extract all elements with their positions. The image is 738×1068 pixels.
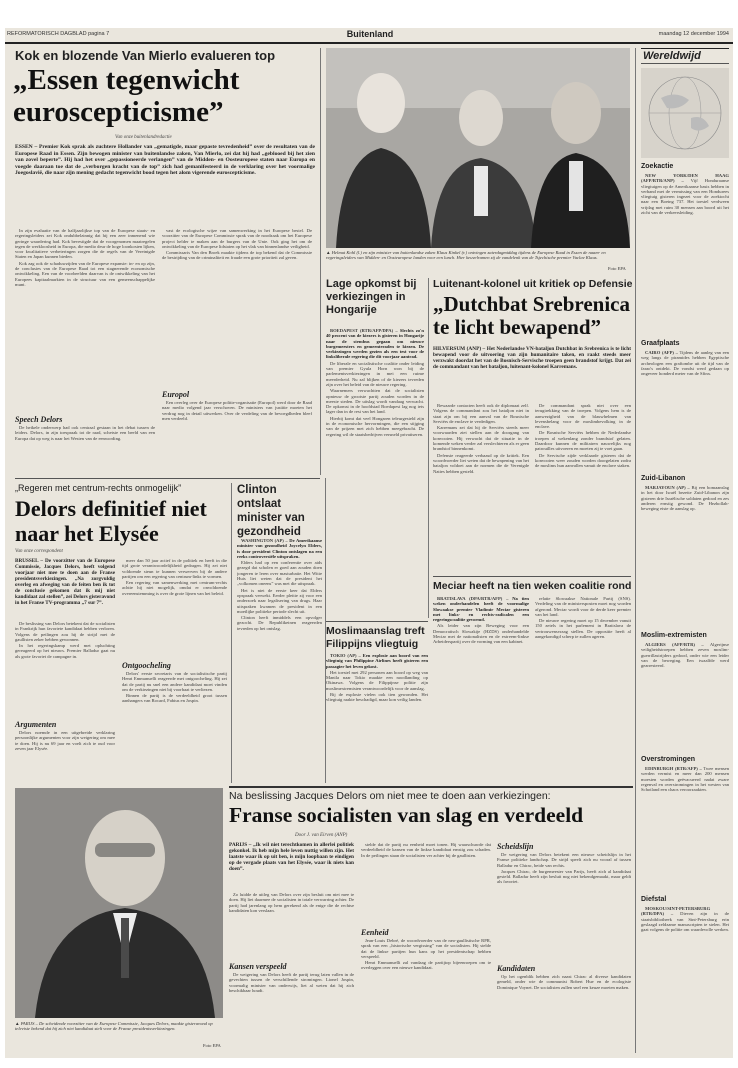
- col-rule-sidebar: [635, 48, 636, 1053]
- sidebar-item-0-text: Vijf Honduraanse vliegtuigen op de Amerikaanse basis hebben in verband met de vermissing van een Hondurees vliegtuig gisteren ingezet voor de zoektocht naar een Boeing 737. Het toestel verdween vrijdag met ruim 30 mensen aan boord uit het zicht van de verkeersleiding.: [641, 178, 729, 216]
- sidebar-item-3-body: [641, 642, 729, 752]
- a4-body-col1b: Delors noemde in een uitgebreide verklaring persoonlijke argumenten voor zijn weigering om mee te doen. Hij is nu 69 jaar en voelt zich te oud voor zeven jaar Elysée.: [15, 730, 115, 751]
- a5-headline: Clinton ontslaat minister van gezondheid: [237, 484, 305, 538]
- a3-headline: Luitenant-kolonel uit kritiek op Defensie: [433, 278, 633, 290]
- photo1-credit: Foto EPA: [608, 266, 626, 271]
- a7-body-col2: relatie Slowaakse Nationale Partij (SNS). Verdeling van de ministersposten moet nog worden afgerond. Meciar wordt voor de derde keer premier van het land. De nieuwe regering moet op 15 december vanuit 150 zetels in het parlement in Bratislava de vertrouwensvraag stellen. De oppositie heeft al aangekondigd scherp te zullen ageren.: [535, 596, 631, 640]
- a7-body-col1: BRATISLAVA (DPA/RTR/AFP) – Na tien weken onderhandelen heeft de voormalige Slowaakse premier Vladimir Meciar gisteren met links- en rechts-radicalen een regeringscoalitie gevormd. Als leider van zijn Beweging voor een Democratisch Slowakije (HZDS) onderhandelde Meciar met de nationalisten en de extreem-linkse Arbeiderspartij over de vorming van een kabinet.: [433, 596, 529, 645]
- a1-body-col3: [230, 186, 315, 187]
- a1-lead: ESSEN – Premier Kok sprak als zuchtere Hollander van „gematigde, maar gepaste tevredenheid” over de resultaten van de Europese Raad in Essen. Zijn bewogen minister van buitenlandse zaken, Van Mierlo, zei dat hij had „geblooed bij het zien van zovel beperte”. Hij had het over „gepassioneerde verlangen” van de Midden- en Oosteuropese staten naar Europa en voegde daaraan toe dat de „verborgen kracht van de top” zich had gemanifesteerd in de verklaring over het voormalige Joegoslavië, die naar zijn mening gedacht tegenwicht bood tegen het alom vigerende euroscepticisme.: [15, 144, 315, 176]
- sidebar-item-3-dateline: ALGIERS (AFP/RTR) –: [645, 642, 704, 647]
- a1-kicker: Kok en blozende Van Mierlo evalueren top: [15, 48, 276, 63]
- wereldwijd-title: Wereldwijd: [643, 50, 701, 62]
- a1-subhead-europol: Europol: [162, 390, 190, 399]
- photo2-caption: ▲ PARIJS – De scheidende voorzitter van de Europese Commissie, Jacques Delors, maakte gisteravond op televisie bekend dat hij zich niet kandidaat stelt voor de Franse presidentsverkiezingen.: [15, 1021, 213, 1032]
- a8-kicker: Na beslissing Jacques Delors om niet mee te doen aan verkiezingen:: [229, 790, 551, 802]
- a4-headline: Delors definitief niet naar het Elysée: [15, 496, 207, 546]
- sidebar-item-5-dateline: MOSKOU/SINT-PETERSBURG (RTR/DPA) –: [641, 906, 711, 917]
- a8-body-col2b: Jean-Louis Debré, de woordvoerder van de neo-gaullistische RPR, sprak van een „historische vergissing” van de socialisten. Hij stelde dat de linkse partijen hun kans op het presidentschap hebben verspeeld. Henri Emmanuelli zal vandaag de partijtop bijeenroepen om te overleggen over een nieuwe kandidaat.: [361, 938, 491, 971]
- sidebar-item-0-head: Zoekactie: [641, 163, 674, 170]
- masthead-date: maandag 12 december 1994: [658, 31, 729, 37]
- a7-dateline: BRATISLAVA (DPA/RTR/AFP) –: [437, 596, 509, 601]
- masthead-section: Buitenland: [346, 29, 394, 39]
- masthead: [5, 28, 733, 42]
- a6-dateline: TOKIO (AP) –: [330, 653, 361, 658]
- photo-kohl-kinkel-klaus: [326, 48, 630, 248]
- a4-body-col2b: Delors' eerste secretaris van de socialistische partij Henri Emmanuelli reageerde met ontgoocheling. Hij zei dat de partij nu snel een andere kandidaat moet vinden om de verkiezingen niet bij voorbaat te verliezen. Binnen de partij is de verdeeldheid groot tussen aanhangers van Rocard, Fabius en Jospin.: [122, 671, 227, 704]
- photo-delors: [15, 788, 223, 1018]
- a8-body-col1: Zo luidde de uitleg van Delors over zijn besluit om niet mee te doen. Hij liet daarmee de socialisten in totale verwarring achter. De partij had jarenlang op hem gerekend als de enige die de rechtse kandidaten kon verslaan.: [229, 892, 354, 913]
- sidebar-item-2-dateline: MARJAYOUN (AP) –: [645, 485, 690, 490]
- newspaper-page: [5, 28, 733, 1058]
- a2-lead: Slechts zo'n 40 procent van de kiezers is gisteren in Hongarije naar de stembus gegaan om nieuwe burgemeesters en gemeenteraden te kiezen. De verkiezingen werden gezien als een test voor de linksliberale regering die dit voorjaar aantrad.: [326, 328, 424, 360]
- sidebar-item-4-head: Overstromingen: [641, 756, 696, 763]
- a3-lead-block: [433, 346, 631, 400]
- a4-subhead-ontgoocheling: Ontgoocheling: [122, 661, 171, 670]
- sidebar-item-5-text: Dieven zijn in de staatsbibliotheek van Sint-Petersburg erin geslaagd zeldzame manuscripten te stelen. Het gaat volgens de politie om waardevolle werken.: [641, 911, 729, 933]
- masthead-paper-name: REFORMATORISCH DAGBLAD pagina 7: [7, 31, 110, 37]
- a8-subhead-kandidaten: Kandidaten: [497, 964, 536, 973]
- sidebar-item-4-text: Twee mensen werden vermist en meer dan 200 mensen moesten worden geëvacueerd nadat zware regenval en overstromingen in het westen van Schotland een chaos veroorzaakten.: [641, 766, 729, 793]
- a4-byline: Van onze correspondent: [15, 549, 63, 554]
- sidebar-item-4-dateline: EDINBURGH (RTR/AFP) –: [645, 766, 702, 771]
- a4-body-col2: meer dan 50 jaar actief in de politiek en heeft in die tijd grote verantwoordelijkheid gedragen. Hij zei niet voldoende steun te kunnen verwerven bij de andere partijen om een regering van centrum-links te vormen. Een regering van samenwerking met centrum-rechts achtte hij niet mogelijk, omdat er onvoldoende overeenstemming is over de grote lijnen van het beleid.: [122, 558, 227, 596]
- a3-dateline: HILVERSUM (ANP) –: [433, 346, 486, 352]
- a8-body-col2: stelde dat de partij nu eenheid moet tonen. Hij waarschuwde dat verdeeldheid de kansen van de linkse kandidaat ernstig zou schaden. In de peilingen staan de socialisten ver achter bij de gaullisten.: [361, 842, 491, 858]
- sidebar-item-1-text: Tijdens de aanleg van een weg langs de piramides hebben Egyptische archeologen een graftombe uit de tijd van de farao's ontdekt. De vondst werd gedaan op ongeveer honderd meter van de Sfinx.: [641, 350, 729, 377]
- wereldwijd-header: [641, 48, 729, 64]
- a3-subheadline: „Dutchbat Srebrenica te licht bewapend”: [433, 292, 630, 339]
- a1-headline: „Essen tegenwicht euroscepticisme”: [13, 64, 240, 128]
- a1-body-col2b: Een overleg over de Europese politie-organisatie (Europol) werd door de Raad naar medio volgend jaar verschoven. De ministers van justitie moeten het verdrag nog in detail uitwerken. Over de verdeling van de bevoegdheden bleef men verdeeld.: [162, 400, 312, 421]
- sidebar-item-2-head: Zuid-Libanon: [641, 475, 686, 482]
- a6-lead: Een explosie aan boord van een vliegtuig van Philippine Airlines heeft gisteren een passagier het leven gekost.: [326, 653, 428, 669]
- a1-subhead-speech-delors: Speech Delors: [15, 415, 63, 424]
- a5-body: WASHINGTON (AP) – De Amerikaanse minister van gezondheid Joycelyn Elders, is door president Clinton ontslagen na een reeks controversiële uitspraken. Elders had op een conferentie over aids gezegd dat scholen er goed aan zouden doen jongeren te leren over masturbatie. Het Witte Huis liet weten dat de president het „volkomen oneens” was met die uitspraak. Het is niet de eerste keer dat Elders opspraak verwekt. Eerder pleitte zij voor een onderzoek naar legalisering van drugs. Haar uitspraken kwamen de president in een moeilijke politieke periode slecht uit. Clinton heeft inmiddels een opvolger gezocht. De Republikeinen reageerden tevreden op het ontslag.: [237, 538, 322, 631]
- a4-kicker: „Regeren met centrum-rechts onmogelijk”: [15, 483, 182, 493]
- a8-byline: Door J. van Eirven (ANP): [295, 833, 348, 838]
- a5-dateline: WASHINGTON (AP) –: [241, 538, 288, 543]
- sidebar-item-1-head: Graafplaats: [641, 340, 680, 347]
- photo-delors-image: [15, 788, 223, 1018]
- sidebar-item-3-head: Moslim-extremisten: [641, 632, 707, 639]
- a4-subhead-argumenten: Argumenten: [15, 720, 57, 729]
- a1-body-col1b: De heikele onderwerp had ook centraal gestaan in het debat tussen de leiders. Delors, in zijn toespraak tot de raad, schetste een beeld van een Europa dat op weg is naar het Westen van de eenwording.: [15, 425, 155, 441]
- sidebar-item-5-head: Diefstal: [641, 896, 667, 903]
- a8-body-col1b: De weigering van Delors heeft de partij terug laten vallen in de gevechten tussen de verschillende stromingen. Lionel Jospin, voormalig minister van onderwijs, liet al weten dat hij zich beschikbaar houdt.: [229, 972, 354, 993]
- sidebar-item-4-body: [641, 766, 729, 891]
- col-rule-3: [231, 483, 232, 783]
- a1-body-col1: In zijn evaluatie van de halfjaarlijkse top van de Europese staats- en regeringsleiders zei Kok ondubbelzinnig dat hij een zeer inmenend wie geringe waardering had. Kok bevestigde dat de voorgenomen maatregelen tegen de werkloosheid in Europa, die medio deur de hoge loonkosten lijken, voor kwalitatieve verbeteringen zorgen die de regels van de Vereinigde Staten en Japan kunnen bieden. Kok zag ook de schaduwzijden van de Europese expansie: in- en op zijn, de conclusies van de Europese Raad tot een stagnerende economische ontwikkeling. Een van de voorbeelden daarvan is de ontwikkeling van het Europees kapitaalmarkten in de structuur van een gemeenschappelijke munt.: [15, 228, 155, 287]
- globe-icon: [641, 68, 729, 158]
- sidebar-item-1-body: [641, 350, 729, 470]
- masthead-rule: [5, 42, 733, 44]
- a8-subhead-kansen: Kansen verspeeld: [229, 962, 287, 971]
- a2-body: BOEDAPEST (RTR/AFP/DPA) – Slechts zo'n 40 procent van de kiezers is gisteren in Hongarije naar de stembus gegaan om nieuwe burgemeesters en gemeenteraden te kiezen. De verkiezingen werden gezien als een test voor de linksliberale regering die dit voorjaar aantrad. De liberale en socialistische coalitie onder leiding van premier Gyula Horn won bij de parlementsverkiezingen in mei een ruime meerderheid. Nu zal blijken of de kiezers tevreden zijn over het beleid van de nieuwe regering. Waarnemers verwachtten dat de socialisten opnieuw de grootste partij zouden worden in de meeste steden. De uitslag wordt vandaag verwacht. De opkomst in de hoofdstad Boedapest lag nog iets lager dan in de rest van het land. Hierbij komt dat veel Hongaren teleurgesteld zijn in de economische hervormingen, die een stijging van de prijzen met zich hebben meegebracht. De regering wil de staatsbedrijven versneld privatiseren.: [326, 328, 424, 437]
- a1-body-col2: vast de ecologische wijze van samenwerking in het Europese bestel. De voorzitter van de Europese Commissie sprak van de noodzaak om het Europese project helder te maken aan de burgers van de Unie. Ook ging het om de ontwikkeling van de Europese lidstaten op het vlak van binnenlandse veiligheid. Commissaris Van den Broek maakte tijdens de top bekend dat de Commissie de bestrijding van de criminaliteit en fraude een grote prioriteit zal geven.: [162, 228, 312, 261]
- col-rule-2: [428, 278, 429, 618]
- a3-body-col1: Bewaarde contacten heeft ook de diplomaat zelf. Volgens de commandant zou het bataljon niet in staat zijn om bij een aanval van de Bosnische Serviërs de enclave te verdedigen. Karremans zei dat hij de Serviërs steeds meer voorwaarden ziet stellen aan de doorgang van konvooien. Hij verwacht dat de situatie in de komende weken verder zal verslechteren als er geen brandstof binnenkomt. Defensie reageerde verbaasd op de kritiek. Een woordvoerder liet weten dat de bewapening van het bataljon voldoet aan de normen die de Verenigde Naties hebben gesteld.: [433, 403, 529, 474]
- a3-body-col2: De commandant sprak niet over een terugtrekking van de troepen. Volgens hem is de aanwezigheid van de blauwhelmen van levensbelang voor de moslimbevolking in de enclave. De Bosnische Serviërs hebben de Nederlandse troepen al wekenlang zonder brandstof gelaten. Daardoor kunnen de militairen nauwelijks nog patrouilles uitvoeren en moeten zij te voet gaan. De Servische zijde verklaarde gisteren dat de konvooien weer zouden worden doorgelaten zodra de moslims hun aanvallen vanuit de enclave staken.: [535, 403, 631, 469]
- sidebar-item-3-text: Algerijnse veiligheidstroepen hebben zeven moslim-guerrillastrijders gedood, onder wie een leider van de beweging. Een twaalfde werd gearresteerd.: [641, 642, 729, 669]
- sidebar-item-2-body: [641, 485, 729, 625]
- a8-top-rule: [229, 786, 633, 788]
- a8-lead: PARIJS – „Ik wil niet terechtkomen in allerlei politiek gekonkel. Ik heb mijn hele leven nuttig willen zijn. Het laatste waar ik op uit ben, is mijn loopbaan te eindigen op de vergade plaats van het Elysée, waar ik niets kan doen”.: [229, 842, 354, 873]
- sidebar-item-0-body: [641, 173, 729, 333]
- sidebar-item-0-dateline: NEW YORK/DEN HAAG (AFP/RTR/ANP) –: [641, 173, 729, 184]
- sidebar-item-2-text: Bij een bomaanslag in het door Israël bezette Zuid-Libanon zijn gisteren drie Israëlische soldaten gedood en zes anderen ernstig gewond. De Hezbollah-beweging eiste de aanslag op.: [641, 485, 729, 512]
- a1-byline: Van onze buitenlandredactie: [115, 135, 172, 140]
- a6-body: TOKIO (AP) – Een explosie aan boord van een vliegtuig van Philippine Airlines heeft gisteren een passagier het leven gekost. Het toestel met 292 personen aan boord op weg van Manila naar Tokio maakte een noodlanding op Okinawa. Volgens de Filippijnse politie zijn moslimextremisten verantwoordelijk voor de aanslag. Bij de explosie vielen ook tien gewonden. Het vliegtuig raakte beschadigd, maar kon veilig landen.: [326, 653, 428, 703]
- a8-subhead-eenheid: Eenheid: [361, 928, 389, 937]
- a6-top-rule: [326, 621, 428, 622]
- photo2-credit: Foto EPA: [203, 1043, 221, 1048]
- photo1-caption: ▲ Helmut Kohl (l.) en zijn minister van buitenlandse zaken Klaus Kinkel (r.) ontvingen zaterdagmiddag tijdens de Europese Raad in Essen de naam- en regeringsleiders van Midden- en Oosteuropese landen voor een lunch. Hier keuvelramen zij de vandelenk van de Tsjechische premier Vaclav Klaus.: [326, 250, 606, 261]
- a2-dateline: BOEDAPEST (RTR/AFP/DPA) –: [330, 328, 398, 333]
- wereldwijd-globe: [641, 68, 729, 158]
- a5-lead: De Amerikaanse minister van gezondheid Joycelyn Elders, is door president Clinton ontslagen na een reeks controversiële uitspraken.: [237, 538, 322, 559]
- a4-body-col1: De beslissing van Delors betekent dat de socialisten in Frankrijk hun favoriete kandidaat hebben verloren. Volgens de peilingen zou hij de strijd met de gaullisten zeker hebben gewonnen. In het regeringskamp werd met opluchting gereageerd op het nieuws. Premier Balladur gaat nu als grote favoriet de campagne in.: [15, 621, 115, 659]
- a7-headline: Meciar heeft na tien weken coalitie rond: [433, 580, 632, 592]
- a2-headline: Lage opkomst bij verkiezingen in Hongarije: [326, 278, 417, 316]
- upper-left-rule: [15, 478, 320, 479]
- col-rule-1: [320, 48, 321, 475]
- a8-body-col3b: Op het ogenblik hebben zich naast Chirac al diverse kandidaten gemeld, onder wie de communist Robert Hue en de ecologiste Dominique Voynet. De socialisten zullen snel een keuze moeten maken.: [497, 974, 631, 990]
- a3-lead: Het Nederlandse VN-bataljon Dutchbat in Srebrenica is te licht bewapend voor de uitvoering van zijn humanitaire taken, en raakt steeds meer verzwakt doordat het van de Bosnisch-Servische troepen geen brandstof krijgt. Dat zei de commandant van het bataljon, luitenant-kolonel Karremans.: [433, 346, 631, 371]
- a6-headline: Moslimaanslag treft Filippijns vliegtuig: [326, 625, 425, 650]
- a4-lead: BRUSSEL – De voorzitter van de Europese Commissie, Jacques Delors, heeft volgend voorjaar niet mee te doen aan de Franse presidentsverkiezingen. „Na zorgvuldig overleg en afweging van de feiten ben ik tot de conclusie gekomen dat ik mij niet kandidaat zal stellen”, zei Delors gisteravond in het Franse TV-programma „7 sur 7”.: [15, 558, 115, 606]
- a8-subhead-scheidslijn: Scheidslijn: [497, 842, 534, 851]
- sidebar-item-1-dateline: CAIRO (AFP) –: [645, 350, 678, 355]
- a7-lead: Na tien weken onderhandelen heeft de voormalige Slowaakse premier Vladimir Meciar gisteren met links- en rechts-radicalen een regeringscoalitie gevormd.: [433, 596, 529, 623]
- a8-headline: Franse socialisten van slag en verdeeld: [229, 803, 584, 827]
- a7-top-rule: [433, 576, 631, 577]
- photo-kohl-kinkel-klaus-image: [326, 48, 630, 248]
- a8-body-col3: De weigering van Delors betekent een nieuwe scheidslijn in het Franse politieke landschap. De strijd speelt zich nu vooral af tussen Balladur en Chirac, beide van rechts. Jacques Chirac, de burgemeester van Parijs, heeft zich al kandidaat gesteld. Balladur heeft zijn besluit nog niet bekendgemaakt, maar geldt als favoriet.: [497, 852, 631, 885]
- sidebar-item-5-body: [641, 906, 729, 1051]
